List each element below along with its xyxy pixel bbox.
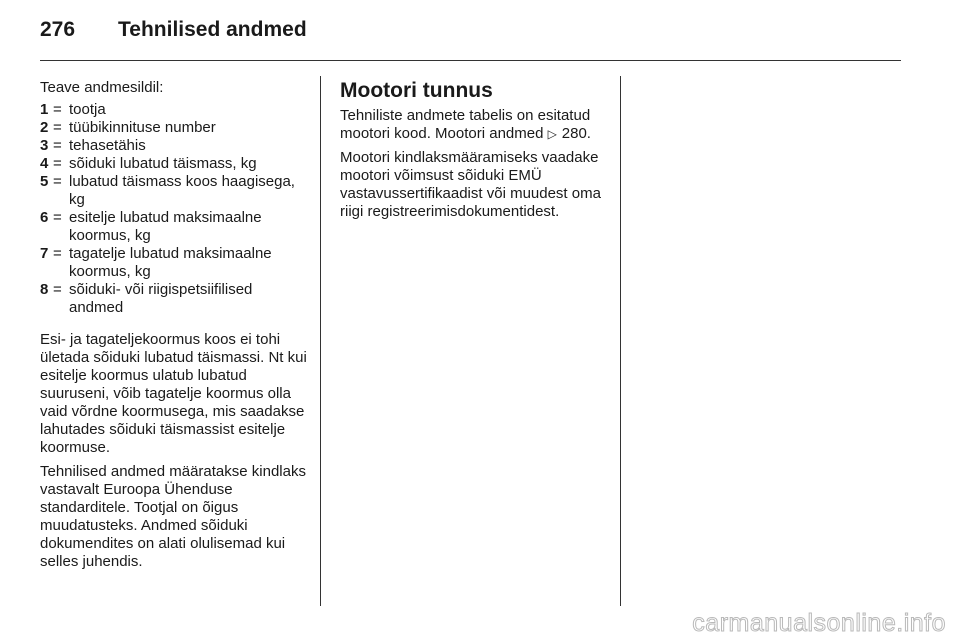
legend-number: 4 bbox=[40, 155, 49, 172]
legend-equals: = bbox=[53, 209, 62, 226]
legend-item bbox=[40, 281, 308, 317]
page-reference-arrow-icon: ▷ bbox=[547, 127, 557, 141]
legend-text: sõiduki- või riigispetsiifilised andmed bbox=[69, 281, 253, 316]
engine-identification-paragraph: Mootori kindlaksmääramiseks vaadake mootori võimsust sõiduki EMÜ vastavussertifikaadist või muudest oma riigi registreerimisdokumentidest. bbox=[340, 149, 601, 220]
legend-item bbox=[40, 173, 308, 209]
legend-number: 3 bbox=[40, 137, 49, 154]
page-header bbox=[40, 18, 307, 48]
legend-number: 5 bbox=[40, 173, 49, 190]
legend-text: lubatud täismass koos haagisega, kg bbox=[69, 173, 295, 208]
page-number: 276 bbox=[40, 18, 76, 41]
page-reference-link[interactable]: 280. bbox=[561, 125, 591, 142]
legend-item bbox=[40, 137, 308, 155]
legend-equals: = bbox=[53, 119, 62, 136]
legend-text: tehasetähis bbox=[69, 137, 146, 154]
watermark: carmanualsonline.info bbox=[692, 609, 946, 637]
engine-code-text: Tehniliste andmete tabelis on esitatud mootori kood. Mootori andmed bbox=[340, 107, 591, 142]
legend-text: sõiduki lubatud täismass, kg bbox=[69, 155, 257, 172]
page-title: Tehnilised andmed bbox=[118, 18, 307, 41]
legend-text: tüübikinnituse number bbox=[69, 119, 216, 136]
legend-item bbox=[40, 209, 308, 245]
legend-item bbox=[40, 119, 308, 137]
legend-equals: = bbox=[53, 173, 62, 190]
middle-column bbox=[340, 79, 612, 227]
legend-item bbox=[40, 245, 308, 281]
left-column bbox=[40, 79, 308, 577]
standards-paragraph: Tehnilised andmed määratakse kindlaks vastavalt Euroopa Ühenduse standarditele. Tootjal on õigus muudatusteks. Andmed sõiduki dokumendites on alati olulisemad kui selles juhendis. bbox=[40, 463, 306, 570]
column-divider-1 bbox=[320, 76, 321, 606]
legend-number: 1 bbox=[40, 101, 49, 118]
legend-text: tootja bbox=[69, 101, 106, 118]
legend-number: 6 bbox=[40, 209, 49, 226]
legend-equals: = bbox=[53, 155, 62, 172]
column-divider-2 bbox=[620, 76, 621, 606]
label-intro: Teave andmesildil: bbox=[40, 79, 164, 96]
legend-number: 7 bbox=[40, 245, 49, 262]
legend-equals: = bbox=[53, 281, 62, 298]
legend-item bbox=[40, 101, 308, 119]
engine-code-paragraph bbox=[340, 107, 612, 143]
axle-load-paragraph: Esi- ja tagateljekoormus koos ei tohi ületada sõiduki lubatud täismassi. Nt kui esitelje koormus ulatub lubatud suuruseni, võib tagatelje koormus olla vaid võrdne koormusega, mis saadakse lahutades sõiduki täismassist esitelje koormuse. bbox=[40, 331, 307, 456]
legend-text: esitelje lubatud maksimaalne koormus, kg bbox=[69, 209, 262, 244]
label-legend-list bbox=[40, 101, 308, 317]
legend-item bbox=[40, 155, 308, 173]
legend-equals: = bbox=[53, 101, 62, 118]
legend-equals: = bbox=[53, 137, 62, 154]
legend-number: 2 bbox=[40, 119, 49, 136]
section-heading: Mootori tunnus bbox=[340, 79, 493, 102]
legend-text: tagatelje lubatud maksimaalne koormus, kg bbox=[69, 245, 272, 280]
header-divider bbox=[40, 60, 901, 61]
legend-equals: = bbox=[53, 245, 62, 262]
legend-number: 8 bbox=[40, 281, 49, 298]
